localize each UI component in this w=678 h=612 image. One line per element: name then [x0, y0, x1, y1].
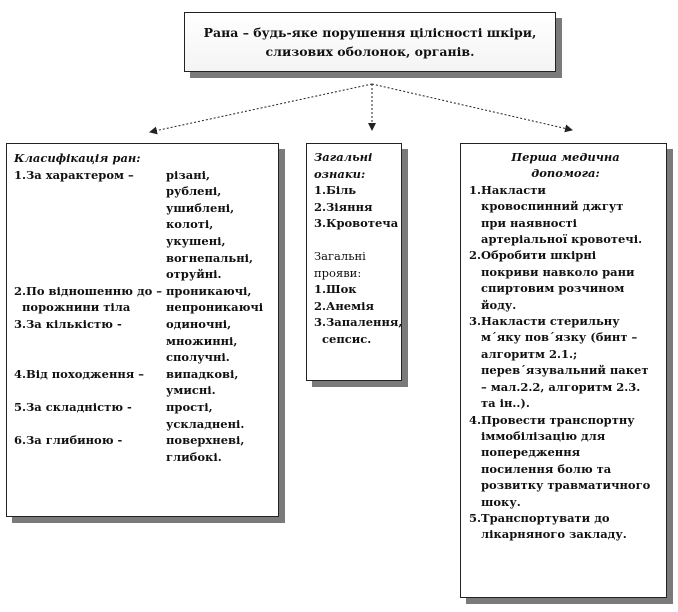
first-aid-steps — [469, 182, 662, 543]
step-number: 4. — [469, 412, 482, 427]
classification-list — [14, 167, 272, 466]
step-number: 2. — [469, 248, 482, 263]
classification-group-values: поверхневі, глибокі. — [166, 433, 245, 464]
classification-group-label: порожнини тіла — [22, 300, 131, 315]
classification-group-label: 3.За кількістю - — [14, 316, 122, 331]
arrow-to-classification — [150, 84, 372, 132]
definition-line-2: слизових оболонок, органів. — [265, 44, 475, 59]
definition-line-1 — [185, 23, 555, 42]
first-aid-step — [469, 313, 662, 411]
classification-group — [14, 399, 272, 432]
arrow-to-first-aid — [372, 84, 572, 130]
classification-group — [14, 366, 272, 399]
first-aid-box — [460, 143, 667, 598]
step-number: 1. — [469, 182, 482, 197]
signs-title-line-1: Загальні — [314, 150, 373, 164]
sign-item: 1.Біль — [314, 183, 357, 198]
definition-term: Рана — [203, 25, 239, 40]
first-aid-title-line-1: Перша медична — [511, 150, 620, 164]
definition-text: – будь-яке порушення цілісності шкіри, — [238, 25, 537, 40]
classification-group-label: 2.По відношенню до – — [14, 283, 163, 298]
classification-group — [14, 316, 272, 366]
classification-group — [14, 167, 272, 283]
classification-group-values: прості, ускладнені. — [166, 399, 245, 431]
step-text: Транспортувати до лікарняного закладу. — [481, 510, 627, 542]
wound-definition-box — [184, 12, 556, 72]
classification-group-values: непроникаючі — [166, 300, 264, 315]
first-aid-step — [469, 247, 662, 313]
complication-item: 2.Анемія — [314, 298, 374, 313]
first-aid-step — [469, 182, 662, 248]
complication-item: 3.Запалення, — [314, 315, 403, 330]
step-text: Накласти кровоспинний джгут при наявності артеріальної кровотечі. — [481, 182, 643, 247]
first-aid-title-line-2: допомога: — [531, 166, 600, 181]
complication-item: сепсис. — [322, 331, 372, 346]
classification-group-label: 5.За складністю - — [14, 399, 132, 414]
classification-group-values: одиночні, множинні, сполучні. — [166, 316, 238, 365]
classification-group-values: різані, рублені, ушиблені, колоті, укушені, вогнепальні, отруйні. — [166, 167, 254, 282]
general-signs-box — [306, 143, 402, 381]
classification-group — [14, 283, 272, 300]
complications-title-line-2: прояви: — [314, 265, 362, 280]
complication-item: 1.Шок — [314, 282, 357, 297]
first-aid-step — [469, 510, 662, 543]
classification-group-label: 1.За характером – — [14, 167, 134, 182]
step-text: Провести транспортну іммобілізацію для попередження посилення болю та розвитку травматичного шоку. — [481, 412, 651, 509]
classification-box — [6, 143, 279, 517]
step-number: 5. — [469, 510, 482, 525]
signs-title-line-2: ознаки: — [314, 166, 366, 181]
classification-group-label: 4.Від походження – — [14, 366, 145, 381]
step-number: 3. — [469, 314, 482, 329]
complications-title-line-1: Загальні — [314, 248, 366, 263]
signs-list — [314, 182, 397, 232]
classification-group-values: проникаючі, — [166, 283, 252, 298]
sign-item: 3.Кровотеча — [314, 216, 399, 231]
classification-group-values: випадкові, умисні. — [166, 366, 239, 398]
classification-title: Класифікація ран: — [14, 151, 141, 165]
classification-group-label: 6.За глибиною - — [14, 433, 123, 448]
first-aid-step — [469, 412, 662, 510]
step-text: Накласти стерильну м´яку пов´язку (бинт – алгоритм 2.1.; перев´язувальний пакет – мал.2.2, алгоритм 2.3. та ін..). — [481, 314, 649, 411]
sign-item: 2.Зіяння — [314, 199, 373, 214]
classification-group — [14, 432, 272, 465]
complications-list — [314, 281, 403, 347]
step-text: Обробити шкірні покриви навколо рани спиртовим розчином йоду. — [481, 248, 635, 312]
classification-group — [14, 299, 272, 316]
